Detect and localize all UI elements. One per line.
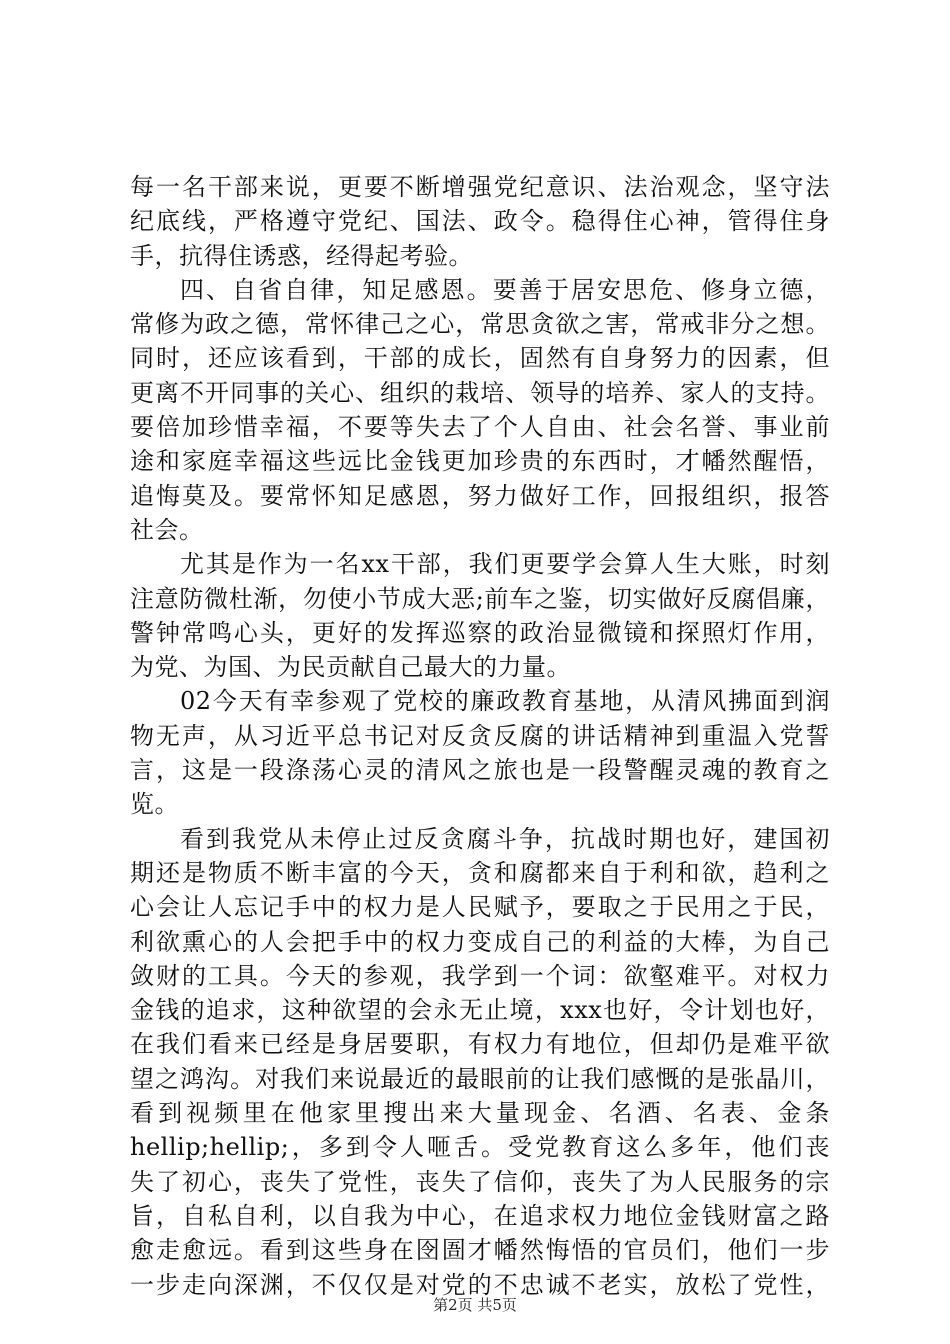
text-line: 利欲熏心的人会把手中的权力变成自己的利益的大棒，为自己 (130, 927, 830, 956)
text-line: 心会让人忘记手中的权力是人民赋予，要取之于民用之于民， (130, 893, 830, 922)
text-line: 手，抗得住诱惑，经得起考验。 (130, 241, 473, 270)
text-line: 期还是物质不断丰富的今天，贪和腐都来自于利和欲，趋利之 (130, 858, 830, 887)
paragraph-start-line: 02今天有幸参观了党校的廉政教育基地，从清风拂面到润 (180, 687, 830, 716)
document-body (130, 170, 830, 1302)
text-line: 览。 (130, 790, 179, 819)
page-number-footer: 第2页 共5页 (433, 1296, 517, 1314)
text-line: 每一名干部来说，更要不断增强党纪意识、法治观念，坚守法 (130, 173, 830, 201)
text-line: 愈走愈远。看到这些身在囹圄才幡然悔悟的官员们，他们一步 (130, 1236, 830, 1265)
paragraph-start-line: 看到我党从未停止过反贪腐斗争，抗战时期也好，建国初 (180, 824, 830, 853)
text-line: hellip;hellip;，多到令人咂舌。受党教育这么多年，他们丧 (130, 1133, 830, 1162)
text-line: 看到视频里在他家里搜出来大量现金、名酒、名表、金条 (130, 1099, 830, 1128)
paragraph-start-line: 四、自省自律，知足感恩。要善于居安思危、修身立德， (180, 275, 830, 304)
text-line: 警钟常鸣心头，更好的发挥巡察的政治显微镜和探照灯作用， (130, 618, 830, 647)
text-line: 更离不开同事的关心、组织的栽培、领导的培养、家人的支持。 (130, 378, 830, 407)
text-line: 金钱的追求，这种欲望的会永无止境，xxx也好，令计划也好， (130, 996, 830, 1025)
text-line: 纪底线，严格遵守党纪、国法、政令。稳得住心神，管得住身 (130, 207, 830, 236)
text-line: 途和家庭幸福这些远比金钱更加珍贵的东西时，才幡然醒悟， (130, 447, 830, 476)
text-line: 社会。 (130, 515, 204, 544)
text-line: 要倍加珍惜幸福，不要等失去了个人自由、社会名誉、事业前 (130, 413, 830, 442)
text-line: 同时，还应该看到，干部的成长，固然有自身努力的因素，但 (130, 344, 830, 373)
text-line: 言，这是一段涤荡心灵的清风之旅也是一段警醒灵魂的教育之 (130, 756, 830, 785)
text-line: 物无声，从习近平总书记对反贪反腐的讲话精神到重温入党誓 (130, 721, 830, 750)
text-line: 常修为政之德，常怀律己之心，常思贪欲之害，常戒非分之想。 (130, 310, 830, 339)
text-line: 在我们看来已经是身居要职，有权力有地位，但却仍是难平欲 (130, 1030, 830, 1059)
text-line: 追悔莫及。要常怀知足感恩，努力做好工作，回报组织，报答 (130, 481, 830, 510)
paragraph-start-line: 尤其是作为一名xx干部，我们更要学会算人生大账，时刻 (180, 550, 830, 579)
text-line: 失了初心，丧失了党性，丧失了信仰，丧失了为人民服务的宗 (130, 1167, 830, 1196)
text-line: 注意防微杜渐，勿使小节成大恶;前车之鉴，切实做好反腐倡廉， (130, 584, 830, 613)
text-line: 旨，自私自利，以自我为中心，在追求权力地位金钱财富之路 (130, 1201, 830, 1230)
text-line: 望之鸿沟。对我们来说最近的最眼前的让我们感慨的是张晶川， (130, 1064, 830, 1093)
text-line: 为党、为国、为民贡献自己最大的力量。 (130, 653, 571, 682)
text-line: 敛财的工具。今天的参观，我学到一个词：欲壑难平。对权力 (130, 961, 830, 990)
text-line: 一步走向深渊，不仅仅是对党的不忠诚不老实，放松了党性， (130, 1270, 830, 1299)
